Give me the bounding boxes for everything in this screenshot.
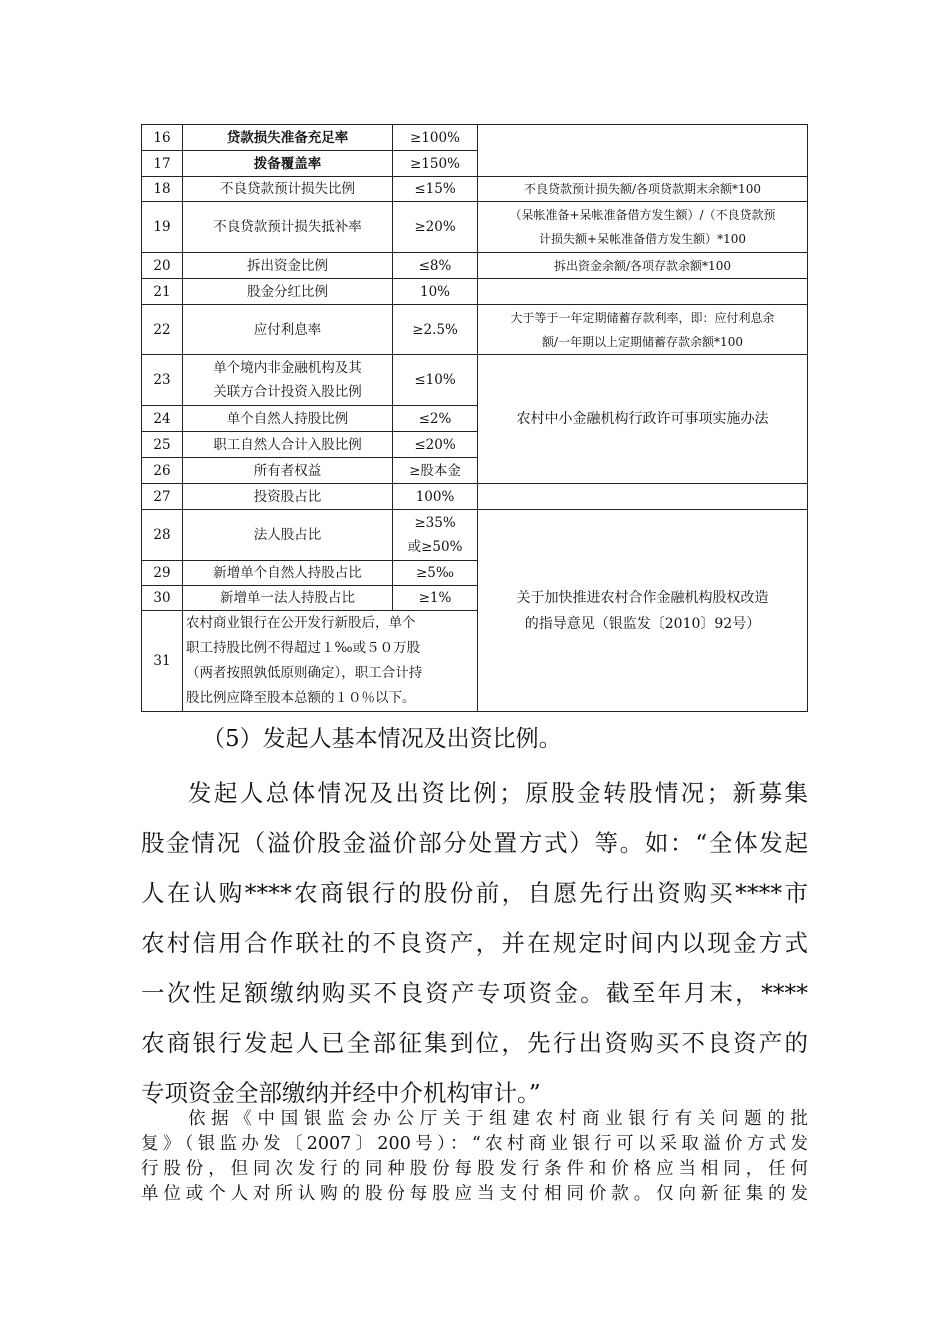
indicator-text xyxy=(183,611,478,712)
indicator-name: 贷款损失准备充足率 xyxy=(183,125,393,151)
empty-note-cell xyxy=(478,125,808,177)
row-number: 18 xyxy=(142,177,183,202)
paragraph-line: 农商银行发起人已全部征集到位，先行出资购买不良资产的 xyxy=(141,1029,808,1057)
paragraph-line: 发起人总体情况及出资比例；原股金转股情况；新募集 xyxy=(188,779,808,807)
indicator-name: 不良贷款预计损失比例 xyxy=(183,177,393,202)
indicator-value: ≥100% xyxy=(393,125,478,151)
paragraph-line: 专项资金全部缴纳并经中介机构审计。” xyxy=(141,1079,541,1107)
indicator-name: 新增单一法人持股占比 xyxy=(183,586,393,611)
indicator-value: ≤20% xyxy=(393,432,478,458)
indicator-name: 拆出资金比例 xyxy=(183,253,393,279)
row-number: 31 xyxy=(142,611,183,712)
text-line: （两者按照孰低原则确定），职工合计持 xyxy=(186,665,423,681)
value-line: 或≥50% xyxy=(407,539,463,555)
indicator-value: ≤8% xyxy=(393,253,478,279)
indicator-note: 不良贷款预计损失额/各项贷款期末余额*100 xyxy=(478,177,808,202)
main-paragraph xyxy=(141,768,808,1118)
paragraph-line: 单位或个人对所认购的股份每股应当支付相同价款。仅向新征集的发 xyxy=(141,1184,808,1204)
paragraph-line: 依据《中国银监会办公厅关于组建农村商业银行有关问题的批 xyxy=(188,1109,808,1129)
indicator-value: ≤15% xyxy=(393,177,478,202)
row-number: 29 xyxy=(142,561,183,586)
note-line: 额/一年期以上定期储蓄存款余额*100 xyxy=(542,334,743,349)
indicator-name: 拨备覆盖率 xyxy=(183,151,393,177)
table-row xyxy=(142,484,808,510)
row-number: 30 xyxy=(142,586,183,611)
indicator-name: 不良贷款预计损失抵补率 xyxy=(183,202,393,253)
paragraph-line: 人在认购****农商银行的股份前，自愿先行出资购买****市 xyxy=(141,879,808,907)
row-number: 19 xyxy=(142,202,183,253)
indicator-name: 应付利息率 xyxy=(183,305,393,355)
indicator-value: ≥150% xyxy=(393,151,478,177)
section-heading: （5）发起人基本情况及出资比例。 xyxy=(202,726,562,752)
paragraph-line: 复》（银监办发〔2007〕200号）：“农村商业银行可以采取溢价方式发 xyxy=(141,1134,808,1154)
indicator-value: ≥1% xyxy=(393,586,478,611)
row-number: 17 xyxy=(142,151,183,177)
indicator-value: ≥5‰ xyxy=(393,561,478,586)
indicator-value: 100% xyxy=(393,484,478,510)
indicator-value: ≥2.5% xyxy=(393,305,478,355)
indicator-name xyxy=(183,355,393,406)
table-row xyxy=(142,253,808,279)
row-number: 28 xyxy=(142,510,183,561)
note-line: （呆帐准备+呆帐准备借方发生额）/（不良贷款预 xyxy=(509,208,776,222)
empty-note-cell xyxy=(478,279,808,305)
row-number: 26 xyxy=(142,458,183,484)
row-number: 27 xyxy=(142,484,183,510)
table-row xyxy=(142,305,808,355)
indicator-name: 投资股占比 xyxy=(183,484,393,510)
indicator-note xyxy=(478,202,808,253)
value-line: ≥35% xyxy=(414,515,456,531)
empty-note-cell xyxy=(478,484,808,510)
text-line: 农村商业银行在公开发行新股后，单个 xyxy=(186,615,416,631)
row-number: 24 xyxy=(142,406,183,432)
merged-note-licensing: 农村中小金融机构行政许可事项实施办法 xyxy=(478,355,808,484)
table-row xyxy=(142,279,808,305)
indicator-name: 职工自然人合计入股比例 xyxy=(183,432,393,458)
table-row xyxy=(142,202,808,253)
paragraph-line: 股金情况（溢价股金溢价部分处置方式）等。如：“全体发起 xyxy=(141,829,808,857)
indicator-name: 新增单个自然人持股占比 xyxy=(183,561,393,586)
text-line: 职工持股比例不得超过１‰或５０万股 xyxy=(186,640,421,656)
indicator-name: 单个自然人持股比例 xyxy=(183,406,393,432)
indicator-value xyxy=(393,510,478,561)
note-line: 计损失额+呆帐准备借方发生额）*100 xyxy=(539,232,746,246)
indicator-note: 拆出资金余额/各项存款余额*100 xyxy=(478,253,808,279)
indicator-value: ≤10% xyxy=(393,355,478,406)
indicator-name: 股金分红比例 xyxy=(183,279,393,305)
row-number: 21 xyxy=(142,279,183,305)
regulatory-indicator-table xyxy=(141,124,808,712)
row-number: 22 xyxy=(142,305,183,355)
merged-note-guidance xyxy=(478,510,808,712)
indicator-value: ≥20% xyxy=(393,202,478,253)
table-row xyxy=(142,125,808,151)
name-line: 单个境内非金融机构及其 xyxy=(213,360,362,376)
indicator-value: ≥股本金 xyxy=(393,458,478,484)
table-row xyxy=(142,177,808,202)
indicator-name: 法人股占比 xyxy=(183,510,393,561)
row-number: 20 xyxy=(142,253,183,279)
table-row xyxy=(142,510,808,561)
indicator-value: 10% xyxy=(393,279,478,305)
note-line: 关于加快推进农村合作金融机构股权改造 xyxy=(516,589,769,606)
indicator-note xyxy=(478,305,808,355)
basis-paragraph xyxy=(141,1107,808,1207)
row-number: 23 xyxy=(142,355,183,406)
row-number: 25 xyxy=(142,432,183,458)
note-line: 大于等于一年定期储蓄存款利率，即：应付利息余 xyxy=(510,310,775,325)
paragraph-line: 一次性足额缴纳购买不良资产专项资金。截至年月末，**** xyxy=(141,979,808,1007)
paragraph-line: 行股份，但同次发行的同种股份每股发行条件和价格应当相同，任何 xyxy=(141,1159,808,1179)
note-line: 的指导意见（银监发〔2010〕92号） xyxy=(524,615,761,632)
row-number: 16 xyxy=(142,125,183,151)
table-row xyxy=(142,355,808,406)
name-line: 关联方合计投资入股比例 xyxy=(213,384,362,400)
indicator-value: ≤2% xyxy=(393,406,478,432)
text-line: 股比例应降至股本总额的１０％以下。 xyxy=(186,690,416,706)
paragraph-line: 农村信用合作联社的不良资产，并在规定时间内以现金方式 xyxy=(141,929,808,957)
indicator-name: 所有者权益 xyxy=(183,458,393,484)
